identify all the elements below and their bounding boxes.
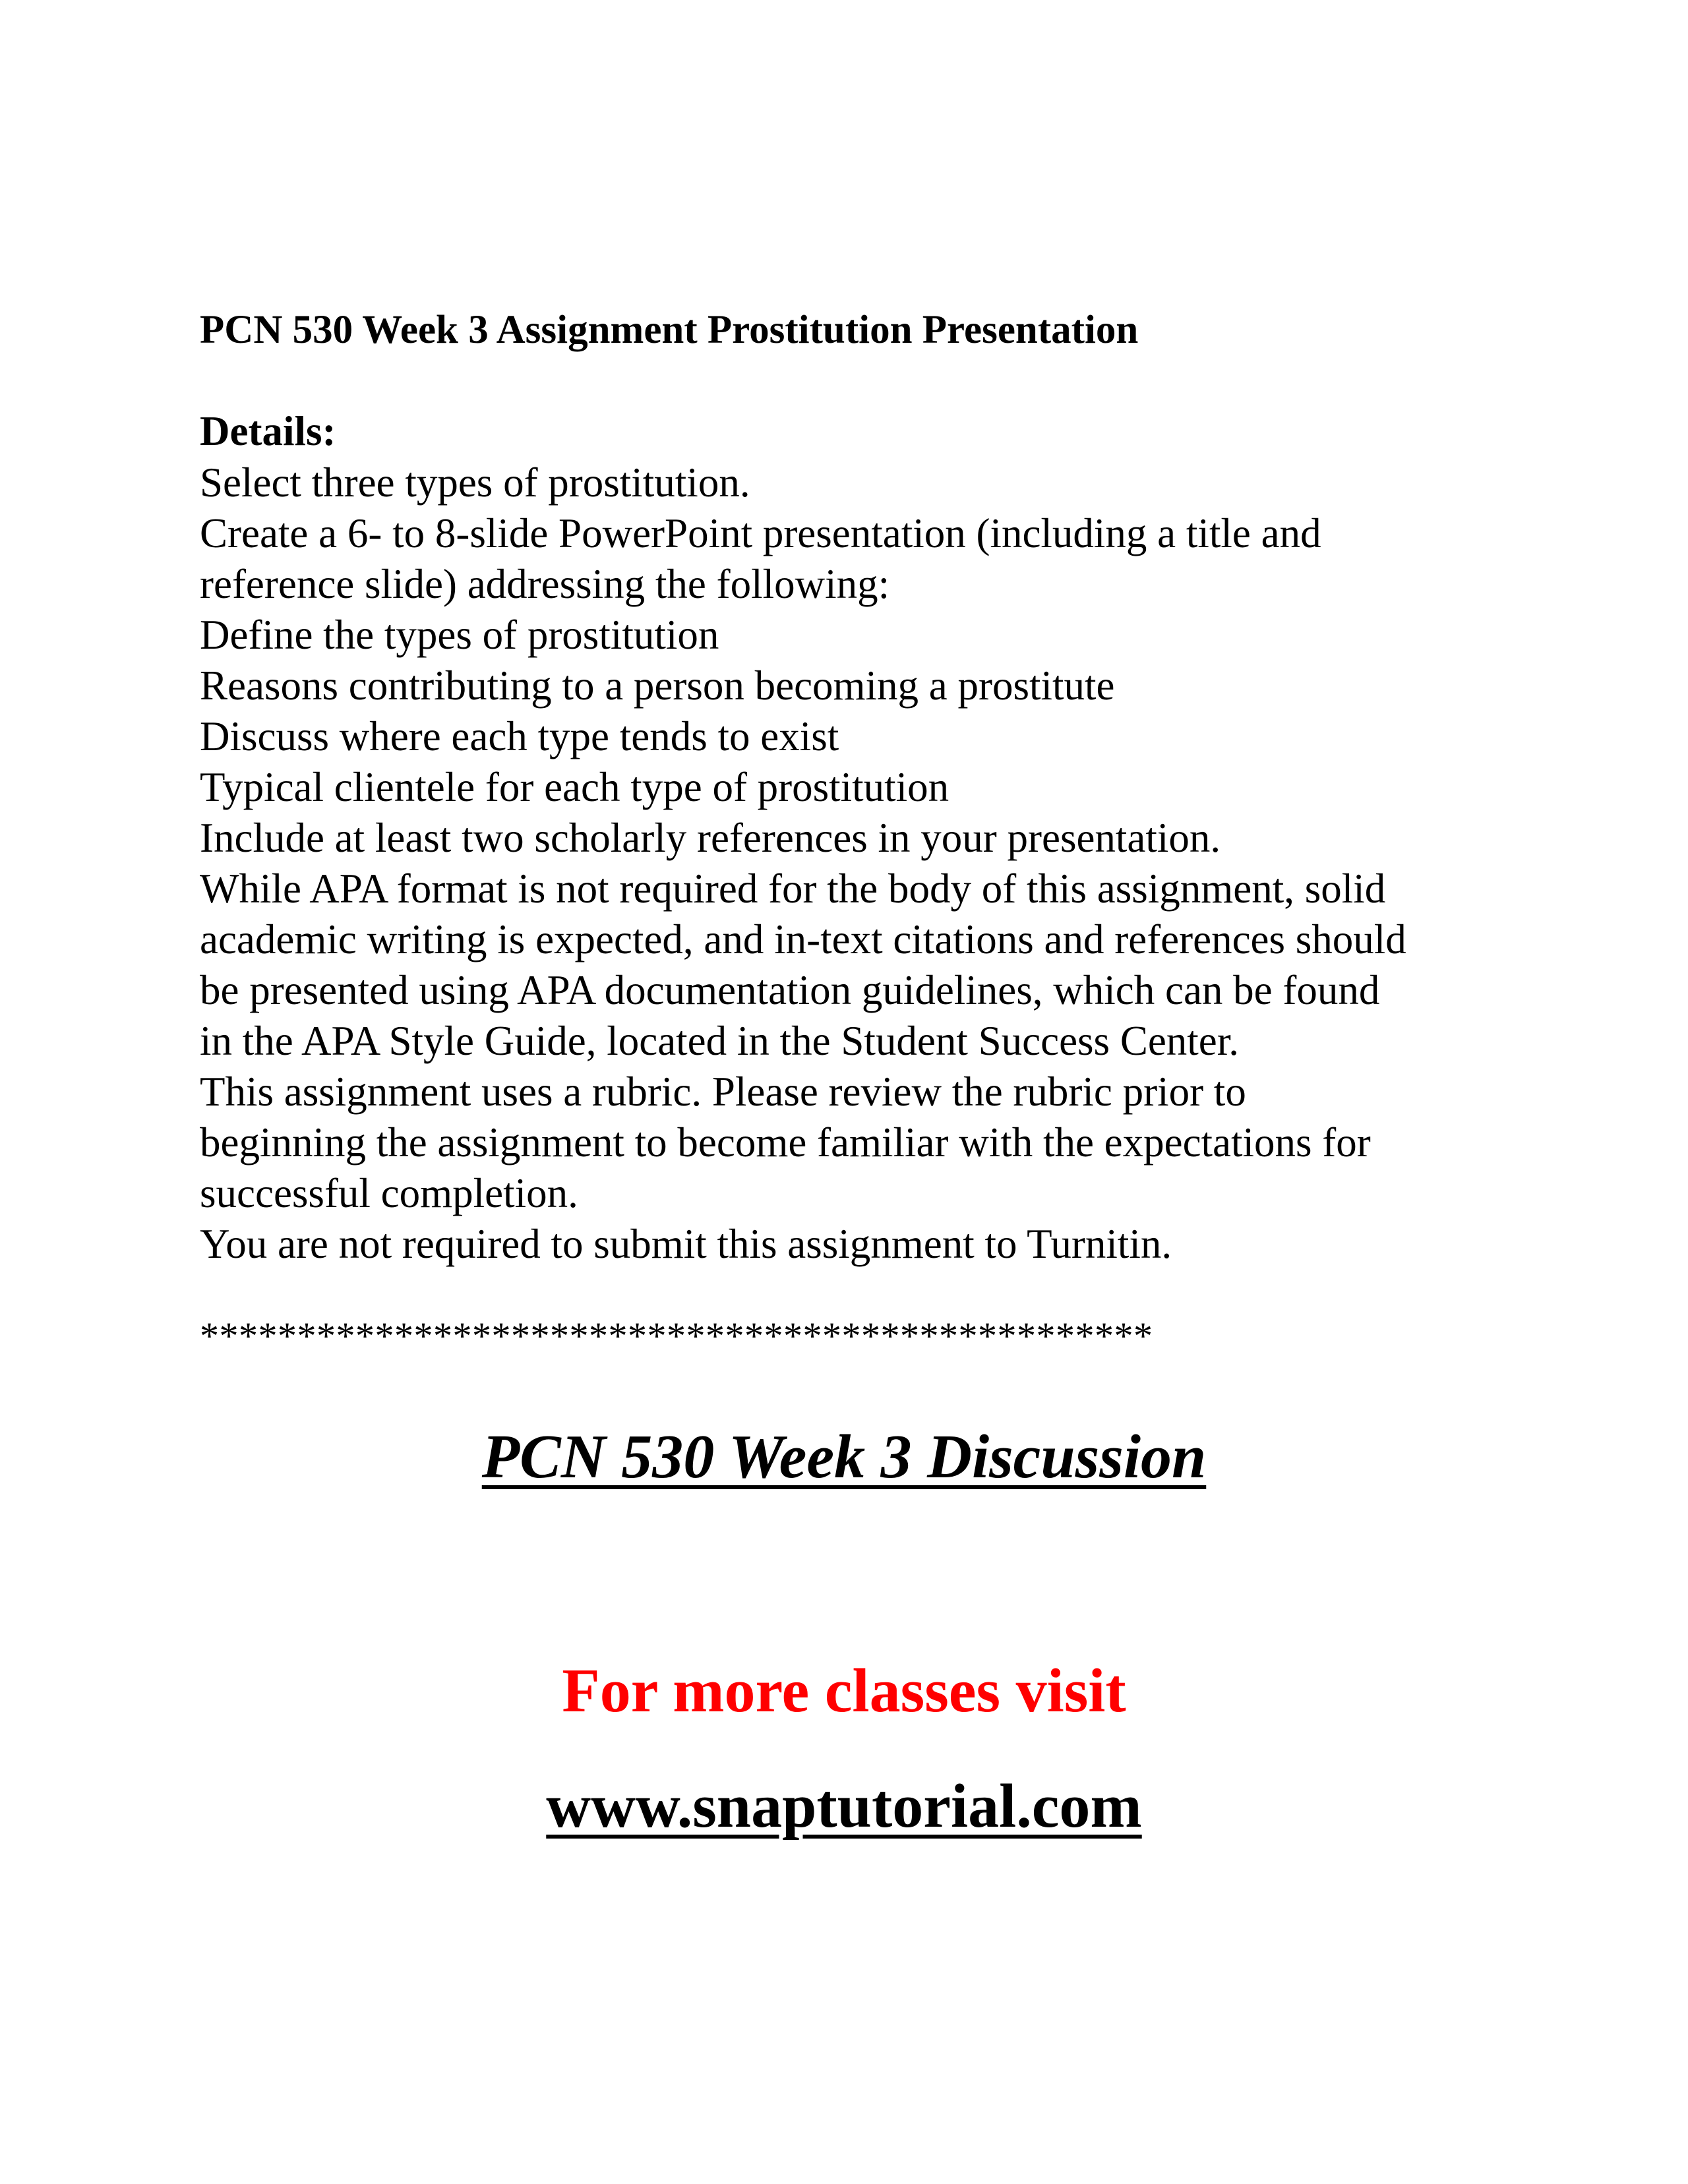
site-url: [0, 1767, 1688, 1846]
body-line: Select three types of prostitution.: [200, 459, 750, 506]
body-line: reference slide) addressing the following:: [200, 561, 890, 607]
body-line: be presented using APA documentation guidelines, which can be found: [200, 967, 1380, 1013]
discussion-title-text: PCN 530 Week 3 Discussion: [481, 1423, 1207, 1491]
body-line: Discuss where each type tends to exist: [200, 713, 839, 759]
body-line: Create a 6- to 8-slide PowerPoint presentation (including a title and: [200, 510, 1321, 556]
assignment-heading: PCN 530 Week 3 Assignment Prostitution Presentation: [200, 308, 1139, 352]
body-line: While APA format is not required for the body of this assignment, solid: [200, 866, 1386, 912]
body-line: Include at least two scholarly references in your presentation.: [200, 815, 1221, 861]
body-line: Define the types of prostitution: [200, 612, 719, 658]
site-url-link[interactable]: www.snaptutorial.com: [546, 1772, 1142, 1841]
body-line: You are not required to submit this assignment to Turnitin.: [200, 1221, 1172, 1267]
details-label: Details:: [200, 408, 336, 454]
body-line: in the APA Style Guide, located in the Student Success Center.: [200, 1018, 1240, 1064]
body-line: successful completion.: [200, 1170, 578, 1216]
discussion-title: [0, 1417, 1688, 1496]
details-body: [200, 457, 1406, 1270]
body-line: Reasons contributing to a person becoming a prostitute: [200, 663, 1115, 709]
promo-text: For more classes visit: [562, 1657, 1126, 1725]
separator-line: *************************************************: [200, 1314, 1153, 1357]
body-line: academic writing is expected, and in-text citations and references should: [200, 916, 1406, 962]
body-line: beginning the assignment to become familiar with the expectations for: [200, 1119, 1371, 1166]
body-line: Typical clientele for each type of prostitution: [200, 764, 950, 810]
body-line: This assignment uses a rubric. Please review the rubric prior to: [200, 1069, 1246, 1115]
